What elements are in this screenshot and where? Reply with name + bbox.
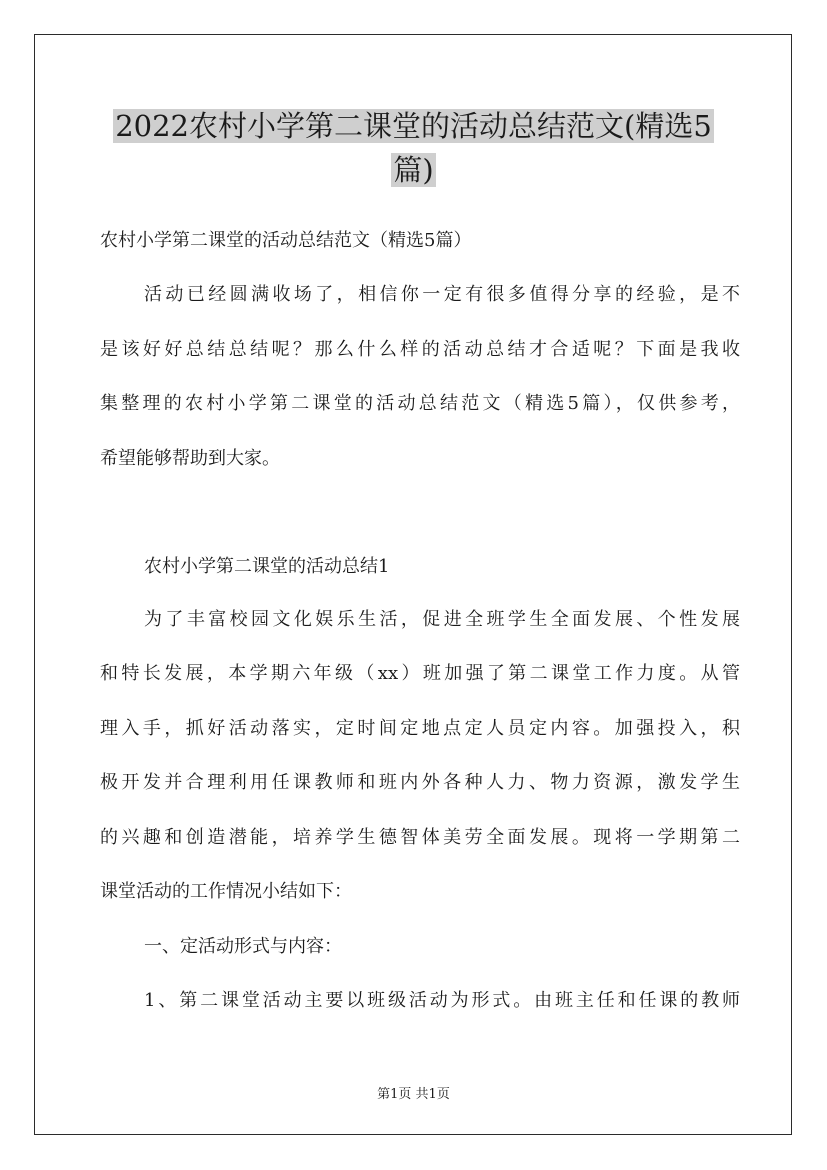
intro-line: 集整理的农村小学第二课堂的活动总结范文（精选5篇），仅供参考， (100, 393, 740, 414)
body-line: 和特长发展，本学期六年级（xx）班加强了第二课堂工作力度。从管 (100, 663, 740, 684)
body-line: 的兴趣和创造潜能，培养学生德智体美劳全面发展。现将一学期第二 (100, 827, 740, 848)
point-item-1: 1、第二课堂活动主要以班级活动为形式。由班主任和任课的教师 (144, 990, 740, 1011)
title-line-1: 2022农村小学第二课堂的活动总结范文(精选5 (115, 109, 712, 143)
title-line-2: 篇) (393, 153, 434, 187)
intro-line: 希望能够帮助到大家。 (100, 448, 280, 469)
page-border (34, 34, 792, 1135)
page-footer: 第1页 共1页 (377, 1087, 450, 1102)
intro-line: 活动已经圆满收场了，相信你一定有很多值得分享的经验，是不 (144, 284, 740, 305)
intro-line: 是该好好总结总结呢？那么什么样的活动总结才合适呢？下面是我收 (100, 339, 740, 360)
point-heading: 一、定活动形式与内容： (144, 936, 342, 957)
body-line: 极开发并合理利用任课教师和班内外各种人力、物力资源，激发学生 (100, 772, 740, 793)
body-line: 理入手，抓好活动落实，定时间定地点定人员定内容。加强投入，积 (100, 718, 740, 739)
document-title (0, 104, 827, 192)
body-line: 为了丰富校园文化娱乐生活，促进全班学生全面发展、个性发展 (144, 609, 740, 630)
body-line: 课堂活动的工作情况小结如下： (100, 881, 352, 902)
subtitle: 农村小学第二课堂的活动总结范文（精选5篇） (100, 230, 472, 251)
section-heading: 农村小学第二课堂的活动总结1 (144, 556, 390, 577)
